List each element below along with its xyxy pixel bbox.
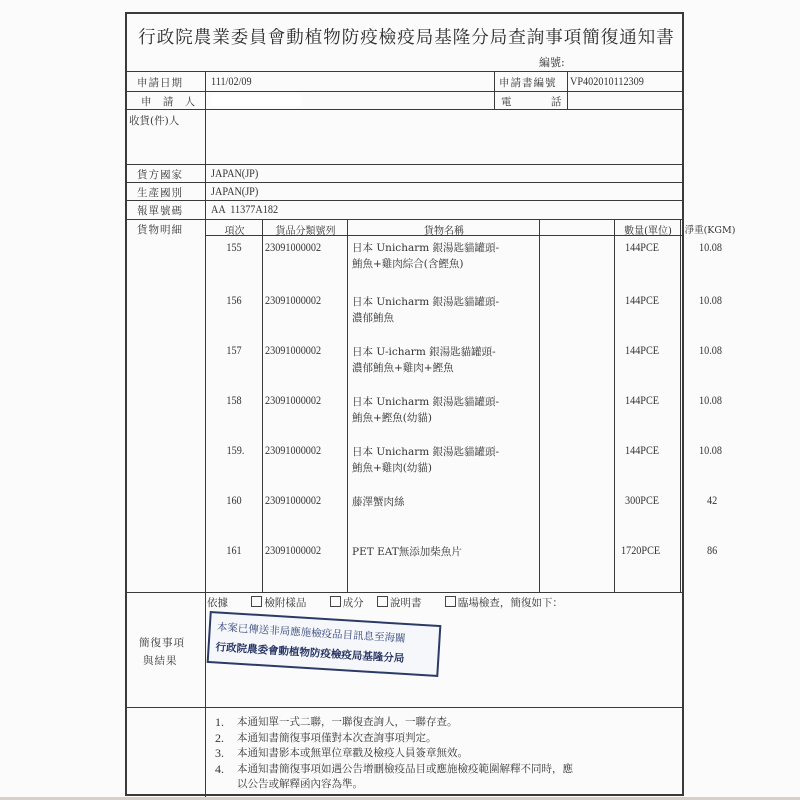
goods-name-line1: 日本 Unicharm 銀湯匙貓罐頭- xyxy=(352,242,500,254)
hs-code: 23091000002 xyxy=(265,493,322,507)
option-onsite-inspection[interactable] xyxy=(445,597,563,609)
note-text: 以公告或解釋函內容為準。 xyxy=(237,778,363,790)
note-item xyxy=(215,746,573,762)
hs-code: 23091000002 xyxy=(265,293,322,307)
note-item xyxy=(215,762,573,778)
goods-col-divider xyxy=(347,219,348,592)
shipping-country-value: JAPAN(JP) xyxy=(211,166,259,180)
redacted-applicant xyxy=(211,94,301,106)
net-weight: 86 xyxy=(707,543,718,557)
quantity: 144PCE xyxy=(625,443,660,457)
divider xyxy=(127,91,684,92)
goods-col-divider xyxy=(539,219,540,592)
divider xyxy=(127,109,684,110)
note-number xyxy=(215,777,237,793)
option-label: 檢附樣品 xyxy=(264,597,307,609)
option-label: 成分 xyxy=(342,597,364,609)
option-label: 說明書 xyxy=(390,597,422,609)
item-number: 158 xyxy=(226,393,242,407)
phone-label: 電 話 xyxy=(501,96,580,108)
goods-name-line2: 鮪魚+雞肉(幼貓) xyxy=(352,462,432,474)
goods-name-line2: 濃郁鮪魚 xyxy=(352,312,394,324)
reply-label-line1: 簡復事項 xyxy=(139,637,185,649)
origin-country-value: JAPAN(JP) xyxy=(211,184,259,198)
divider xyxy=(127,219,684,220)
item-number: 159. xyxy=(226,443,245,457)
divider xyxy=(127,71,684,72)
divider xyxy=(127,164,684,165)
col-header-code: 貨品分類號列 xyxy=(275,226,336,237)
note-number: 4. xyxy=(215,761,224,776)
item-number: 156 xyxy=(226,293,242,307)
application-date-label: 申請日期 xyxy=(137,77,183,89)
application-date-value: 111/02/09 xyxy=(211,74,252,88)
note-item xyxy=(215,715,573,731)
reply-basis xyxy=(207,595,563,610)
item-number: 155 xyxy=(226,240,242,254)
reply-label-line2: 與結果 xyxy=(143,655,178,667)
goods-col-divider xyxy=(680,219,681,592)
divider xyxy=(127,200,684,201)
applicant-label: 申 請 人 xyxy=(141,96,200,108)
col-header-qty: 數量(單位) xyxy=(624,226,672,237)
checkbox-icon[interactable] xyxy=(251,596,262,607)
net-weight: 10.08 xyxy=(699,240,722,254)
goods-name-line1: 日本 Unicharm 銀湯匙貓罐頭- xyxy=(352,296,500,308)
note-number: 1. xyxy=(215,715,224,729)
note-item xyxy=(215,731,573,747)
goods-name xyxy=(352,444,499,476)
option-ingredients[interactable] xyxy=(330,597,364,609)
hs-code: 23091000002 xyxy=(265,393,322,407)
quantity: 144PCE xyxy=(625,293,660,307)
col-header-name: 貨物名稱 xyxy=(424,226,464,237)
col-header-item: 項次 xyxy=(224,226,245,237)
goods-name-line2: 鮪魚+雞肉綜合(含鰹魚) xyxy=(352,258,464,270)
checkbox-icon[interactable] xyxy=(330,596,341,607)
goods-name xyxy=(352,240,499,272)
goods-name-line1: 日本 U-icharm 銀湯匙貓罐頭- xyxy=(352,346,496,358)
note-text: 本通知書簡復事項僅對本次查詢事項判定。 xyxy=(237,731,437,744)
document-title: 行政院農業委員會動植物防疫檢疫局基隆分局查詢事項簡復通知書 xyxy=(138,28,675,48)
quantity: 144PCE xyxy=(625,240,660,254)
declaration-no-label: 報單號碼 xyxy=(137,205,183,217)
stamp-line1: 本案已傳送非局應施檢疫品目訊息至海關 xyxy=(216,621,406,645)
note-item xyxy=(215,777,573,793)
net-weight: 10.08 xyxy=(699,343,722,357)
goods-name xyxy=(352,294,499,326)
goods-name-line1: 日本 Unicharm 銀湯匙貓罐頭- xyxy=(352,446,500,458)
shipping-country-label: 貨方國家 xyxy=(137,169,183,181)
goods-name-line1: 日本 Unicharm 銀湯匙貓罐頭- xyxy=(352,396,500,408)
note-number: 3. xyxy=(215,746,224,760)
goods-col-divider xyxy=(262,219,263,592)
hs-code: 23091000002 xyxy=(265,343,322,357)
goods-name-line2: 鮪魚+鰹魚(幼貓) xyxy=(352,412,432,424)
quantity: 1720PCE xyxy=(621,543,661,557)
hs-code: 23091000002 xyxy=(265,240,322,254)
reply-section-label xyxy=(139,634,185,670)
item-number: 160 xyxy=(226,493,242,507)
quantity: 144PCE xyxy=(625,393,660,407)
serial-number-label: 編號: xyxy=(539,56,565,69)
goods-col-divider xyxy=(614,219,615,592)
hs-code: 23091000002 xyxy=(265,543,322,557)
consignee-label: 收貨(件)人 xyxy=(129,115,180,127)
option-sample[interactable] xyxy=(251,597,306,609)
option-label: 臨場檢查，簡復如下： xyxy=(457,597,563,609)
option-manual[interactable] xyxy=(377,597,422,609)
net-weight: 10.08 xyxy=(699,393,722,407)
divider xyxy=(127,182,684,183)
divider xyxy=(127,707,684,708)
col-header-weight: 淨重(KGM) xyxy=(684,225,736,236)
net-weight: 42 xyxy=(707,493,718,507)
notes-list xyxy=(215,715,573,793)
note-number: 2. xyxy=(215,730,224,745)
item-number: 157 xyxy=(226,343,242,357)
net-weight: 10.08 xyxy=(699,293,722,307)
divider xyxy=(494,71,495,109)
net-weight: 10.08 xyxy=(699,443,722,457)
note-text: 本通知單一式二聯，一聯復查詢人，一聯存查。 xyxy=(237,716,458,728)
quantity: 300PCE xyxy=(625,493,660,507)
declaration-no-value: AA 11377A182 xyxy=(211,202,279,216)
origin-country-label: 生產國別 xyxy=(137,187,183,199)
checkbox-icon[interactable] xyxy=(445,596,456,607)
hs-code: 23091000002 xyxy=(265,443,322,457)
goods-name xyxy=(352,394,499,426)
goods-name: 藤澤蟹肉絲 xyxy=(352,496,405,508)
application-no-value: VP402010112309 xyxy=(570,74,644,88)
note-text: 本通知書影本或無單位章戳及檢疫人員簽章無效。 xyxy=(237,747,468,759)
goods-name-line2: 濃郁鮪魚+雞肉+鰹魚 xyxy=(352,362,454,374)
basis-label: 依據 xyxy=(207,597,228,609)
goods-name: PET EAT無添加柴魚片 xyxy=(352,546,462,558)
note-text: 本通知書簡復事項如遇公告增刪檢疫品目或應施檢疫範圍解釋不同時，應 xyxy=(237,762,573,775)
checkbox-icon[interactable] xyxy=(377,596,388,607)
goods-section-label: 貨物明細 xyxy=(137,224,183,236)
form-border xyxy=(125,12,736,796)
quantity: 144PCE xyxy=(625,343,660,357)
application-no-label: 申請書編號 xyxy=(499,77,557,89)
stamp-line2: 行政院農委會動植物防疫檢疫局基隆分局 xyxy=(215,641,405,665)
goods-name xyxy=(352,344,496,376)
item-number: 161 xyxy=(226,543,242,557)
